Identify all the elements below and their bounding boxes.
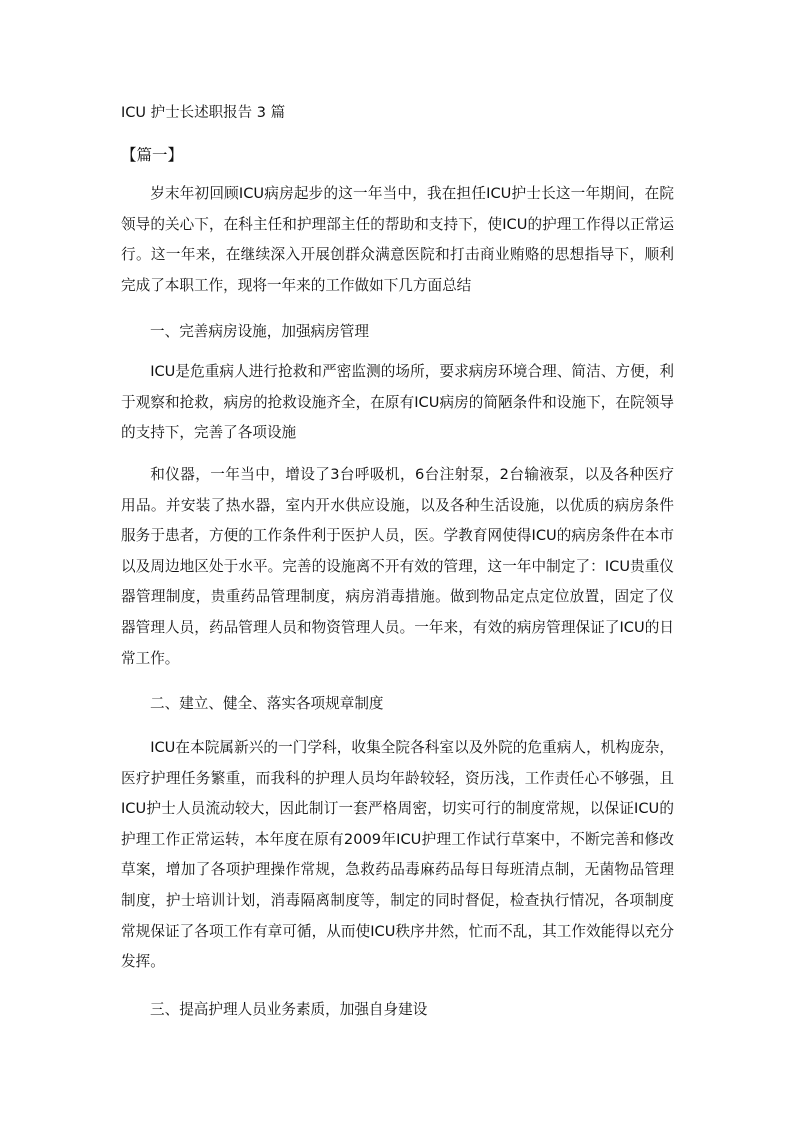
paragraph-3: 和仪器，一年当中，增设了3台呼吸机，6台注射泵，2台输液泵，以及各种医疗用品。并安装了热水器，室内开水供应设施，以及各种生活设施，以优质的病房条件服务于患者，方便的工作条件利于医护人员，医。学教育网使得ICU的病房条件在本市以及周边地区处于水平。完善的设施离不开有效的管理，这一年中制定了：ICU贵重仪器管理制度，贵重药品管理制度，病房消毒措施。做到物品定点定位放置，固定了仪器管理人员，药品管理人员和物资管理人员。一年来，有效的病房管理保证了ICU的日常工作。 [121, 466, 674, 667]
heading-2: 二、建立、健全、落实各项规章制度 [150, 695, 384, 712]
document-title: ICU 护士长述职报告 3 篇 [121, 105, 286, 121]
paragraph-4: ICU在本院属新兴的一门学科，收集全院各科室以及外院的危重病人，机构庞杂，医疗护理任务繁重，而我科的护理人员均年龄较轻，资历浅，工作责任心不够强，且ICU护士人员流动较大，因此制订一套严格周密，切实可行的制度常规，以保证ICU的护理工作正常运转，本年度在原有2009年ICU护理工作试行草案中，不断完善和修改草案，增加了各项护理操作常规，急救药品毒麻药品每日每班清点制，无菌物品管理制度，护士培训计划，消毒隔离制度等，制定的同时督促，检查执行情况，各项制度常规保证了各项工作有章可循，从而使ICU秩序井然，忙而不乱，其工作效能得以充分发挥。 [121, 739, 674, 971]
section-label: 【篇一】 [121, 146, 184, 164]
paragraph-1: 岁末年初回顾ICU病房起步的这一年当中，我在担任ICU护士长这一年期间，在院领导的关心下，在科主任和护理部主任的帮助和支持下，使ICU的护理工作得以正常运行。这一年来，在继续深入开展创群众满意医院和打击商业贿赂的思想指导下，顺利完成了本职工作，现将一年来的工作做如下几方面总结 [121, 185, 674, 294]
heading-3: 三、提高护理人员业务素质，加强自身建设 [150, 1001, 428, 1018]
paragraph-2: ICU是危重病人进行抢救和严密监测的场所，要求病房环境合理、简洁、方便，利于观察和抢救，病房的抢救设施齐全，在原有ICU病房的简陋条件和设施下，在院领导的支持下，完善了各项设施 [121, 363, 674, 442]
heading-1: 一、完善病房设施，加强病房管理 [150, 323, 369, 340]
